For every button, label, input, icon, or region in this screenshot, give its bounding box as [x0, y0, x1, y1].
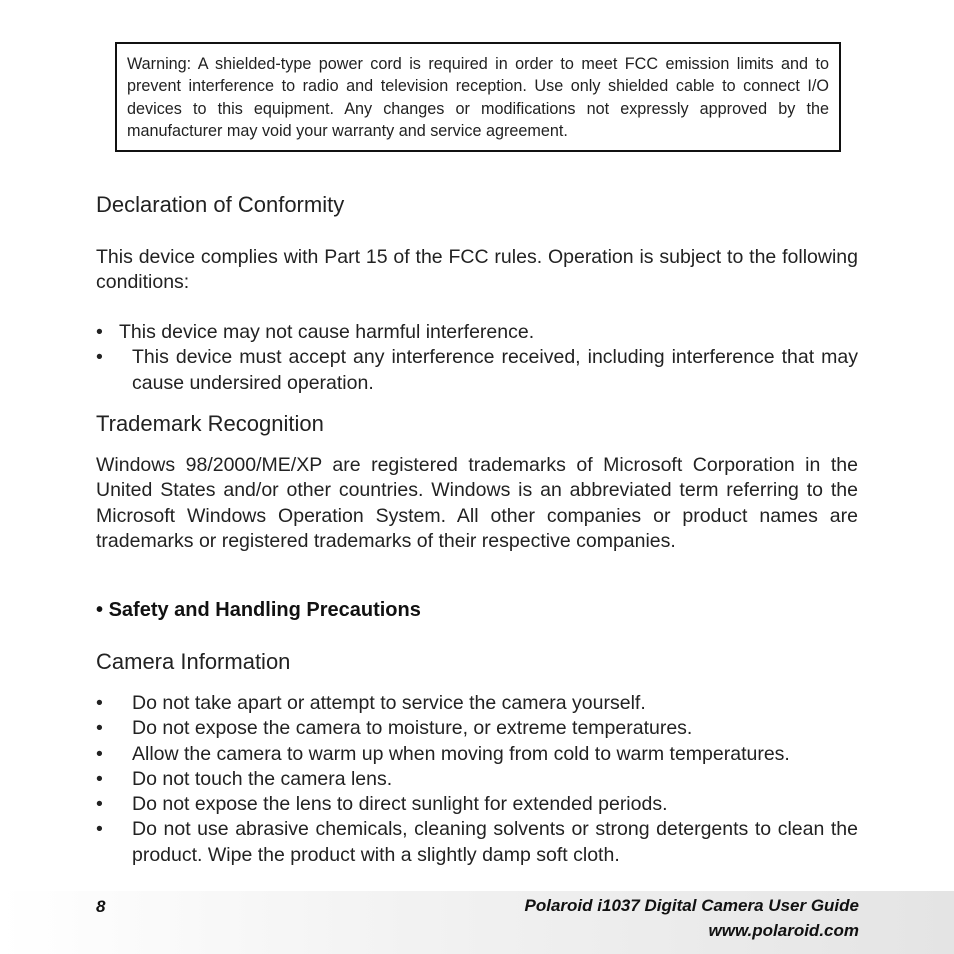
list-item: • This device must accept any interference received, including interference that may cause undersired operation. — [96, 346, 858, 394]
page-number: 8 — [96, 897, 106, 916]
camera-list — [96, 691, 858, 868]
list-item: • This device may not cause harmful interference. — [96, 320, 858, 345]
trademark-heading: Trademark Recognition — [96, 411, 324, 436]
fcc-warning-box — [115, 42, 841, 152]
safety-heading-text: Safety and Handling Precautions — [108, 599, 421, 621]
list-item: • Do not take apart or attempt to service the camera yourself. — [96, 691, 858, 716]
list-item: • Do not expose the camera to moisture, or extreme temperatures. — [96, 716, 858, 741]
footer-guide-title: Polaroid i1037 Digital Camera User Guide — [524, 896, 859, 915]
bullet-glyph: • — [96, 717, 103, 740]
list-item: • Do not expose the lens to direct sunlight for extended periods. — [96, 792, 858, 817]
camera-heading: Camera Information — [96, 649, 291, 674]
footer-website-url: www.polaroid.com — [708, 921, 859, 940]
bullet-glyph: • — [96, 321, 103, 343]
conformity-list — [96, 320, 858, 396]
bullet-glyph: • — [96, 742, 103, 765]
fcc-warning-text: Warning: A shielded-type power cord is required in order to meet FCC emission limits and to prevent interference to radio and television reception. Use only shielded cable to connect I/O devices to this equipment. Any changes or modifications not expressly approved by the manufacturer may void your warranty and service agreement. — [127, 55, 829, 141]
list-item: • Allow the camera to warm up when moving from cold to warm temperatures. — [96, 742, 858, 767]
bullet-glyph: • — [96, 599, 104, 621]
bullet-glyph: • — [96, 767, 103, 790]
trademark-text: Windows 98/2000/ME/XP are registered trademarks of Microsoft Corporation in the United States and/or other countries. Windows is an abbreviated term referring to the Microsoft Windows Operation System. All other companies or product names are trademarks or registered trademarks of their respective companies. — [96, 454, 858, 552]
list-item: • Do not touch the camera lens. — [96, 767, 858, 792]
bullet-glyph: • — [96, 346, 103, 369]
bullet-glyph: • — [96, 818, 103, 841]
conformity-heading: Declaration of Conformity — [96, 192, 345, 217]
bullet-glyph: • — [96, 793, 103, 816]
conformity-intro: This device complies with Part 15 of the FCC rules. Operation is subject to the following conditions: — [96, 246, 858, 294]
list-item: • Do not use abrasive chemicals, cleaning solvents or strong detergents to clean the product. Wipe the product with a slightly damp soft cloth. — [96, 818, 858, 866]
safety-heading — [96, 599, 421, 622]
bullet-glyph: • — [96, 692, 103, 714]
